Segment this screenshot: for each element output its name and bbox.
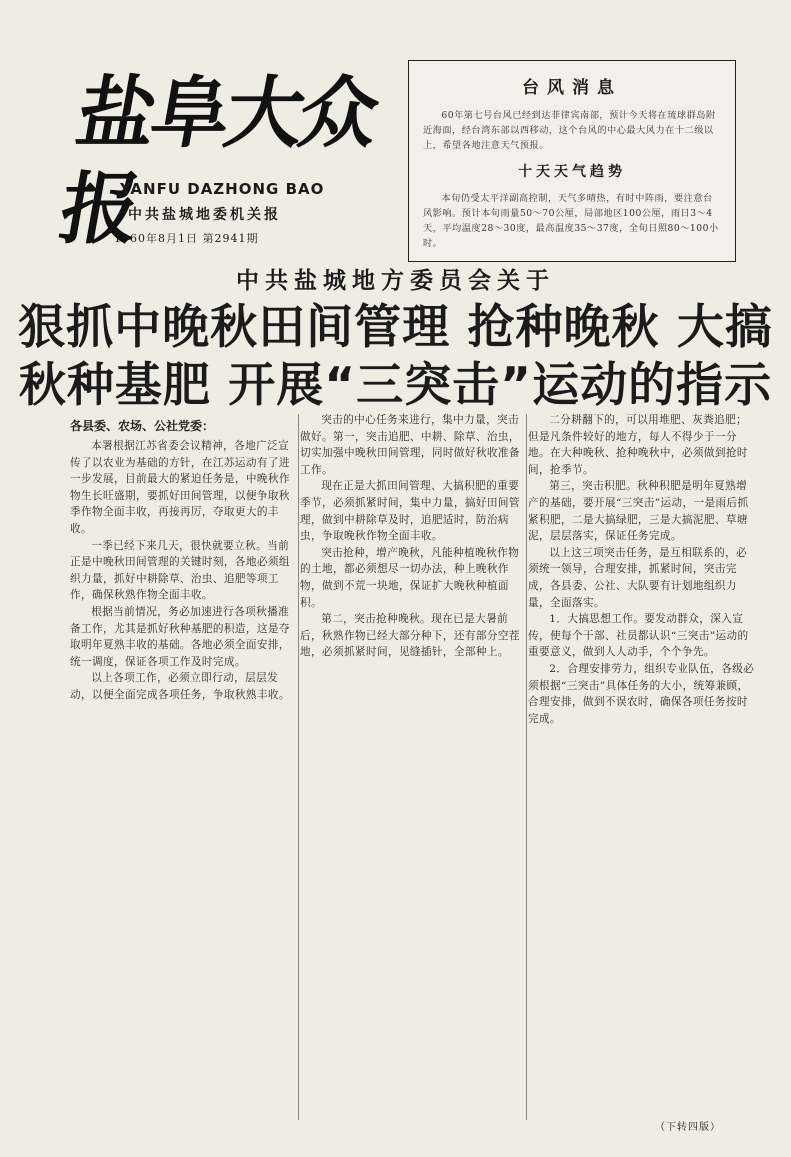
paragraph: 突击的中心任务来进行，集中力量，突击做好。第一，突击追肥、中耕、除草、治虫，切实加强中晚秋田间管理，同时做好秋收准备工作。: [300, 414, 520, 476]
paragraph: 2．合理安排劳力，组织专业队伍，各级必须根据“三突击”具体任务的大小，统筹兼顾，合理安排，做到不误农时，确保各项任务按时完成。: [528, 662, 755, 725]
paragraph: 突击抢种，增产晚秋，凡能种植晚秋作物的土地，都必须想尽一切办法，种上晚秋作物，做到不荒一块地，保证扩大晚秋种植面积。: [300, 546, 520, 609]
column-divider: [298, 414, 299, 1120]
paragraph: 现在正是大抓田间管理、大搞积肥的重要季节，必须抓紧时间，集中力量，搞好田间管理，做到中耕除草及时，追肥适时，防治病虫，争取晚秋作物全面丰收。: [300, 480, 520, 543]
salutation: 各县委、农场、公社党委：: [70, 419, 215, 433]
weather-box: [408, 60, 736, 262]
weather-heading-typhoon: 台风消息: [522, 78, 622, 98]
paragraph: 以上各项工作，必须立即行动，层层发动，以便全面完成各项任务，争取秋熟丰收。: [70, 672, 290, 701]
paragraph: 第三，突击积肥。秋种积肥是明年夏熟增产的基础，要开展“三突击”运动，一是雨后抓紧积肥，二是大搞绿肥，三是大搞泥肥、草塘泥，层层落实，保证任务完成。: [528, 480, 749, 543]
masthead: [53, 62, 388, 262]
paragraph: 本署根据江苏省委会议精神，各地广泛宣传了以农业为基础的方针，在江苏运动有了进一步发展，目前最大的紧迫任务是，中晚秋作物生长旺盛期，要抓好田间管理，以便争取秋季作物全面丰收，再接再厉，夺取更大的丰收。: [70, 440, 290, 535]
continued-note: （下转四版）: [655, 1122, 721, 1133]
paragraph: 第二，突击抢种晚秋。现在已是大暑前后，秋熟作物已经大部分种下，还有部分空茬地，必须抓紧时间，见缝插针，全部种上。: [300, 613, 520, 659]
paragraph: 以上这三项突击任务，是互相联系的，必须统一领导，合理安排，抓紧时间，突击完成，各县委、公社、大队要有计划地组织力量，全面落实。: [528, 546, 748, 609]
paragraph: 二分耕翻下的，可以用堆肥、灰粪追肥；但是凡条件较好的地方，每人不得少于一分地。在大种晚秋、抢种晚秋中，必须做到抢时间，抢季节。: [528, 414, 748, 476]
issue-dateline: 1960年8月1日 第2941期: [114, 232, 259, 245]
article-column-3: [528, 412, 756, 1132]
headline-line-2: 秋种基肥 开展“三突击”运动的指示: [18, 358, 773, 413]
headline-line-1: 狠抓中晚秋田间管理 抢种晚秋 大搞: [18, 300, 773, 355]
sponsor-line: 中共盐城地委机关报: [128, 207, 281, 223]
newspaper-title-pinyin: YANFU DAZHONG BAO: [120, 180, 325, 198]
weather-typhoon-text: 60年第七号台风已经到达菲律宾南部，预计今天将在琉球群岛附近海面，经台湾东部以西移动，这个台风的中心最大风力在十二级以上，希望各地注意天气预报。: [423, 110, 716, 151]
newspaper-title: 盐阜大众报: [53, 68, 383, 255]
weather-heading-forecast: 十天天气趋势: [518, 164, 626, 180]
article-column-2: [300, 412, 528, 1132]
weather-forecast-text: 本旬仍受太平洋副高控制，天气多晴热，有时中阵雨，要注意台风影响。预计本旬雨量50～70公厘，局部地区100公厘，雨日3～4天，平均温度28～30度，最高温度35～37度，全旬日照80～100小时。: [423, 193, 719, 249]
paragraph: 根据当前情况，务必加速进行各项秋播准备工作，尤其是抓好秋种基肥的积造，这是夺取明年夏熟丰收的基础。各地必须全面安排，统一调度，保证各项工作及时完成。: [70, 605, 290, 668]
paragraph: 1．大搞思想工作。要发动群众，深入宣传，使每个干部、社员都认识“三突击”运动的重要意义，做到人人动手，个个争先。: [528, 613, 749, 659]
article-column-1: [70, 412, 298, 1132]
paragraph: 一季已经下来几天，很快就要立秋。当前正是中晚秋田间管理的关键时刻，各地必须组织力量，抓好中耕除草、治虫、追肥等项工作，确保秋熟作物全面丰收。: [70, 539, 290, 602]
column-divider: [526, 414, 527, 1120]
headline-kicker: 中共盐城地方委员会关于: [236, 267, 555, 294]
